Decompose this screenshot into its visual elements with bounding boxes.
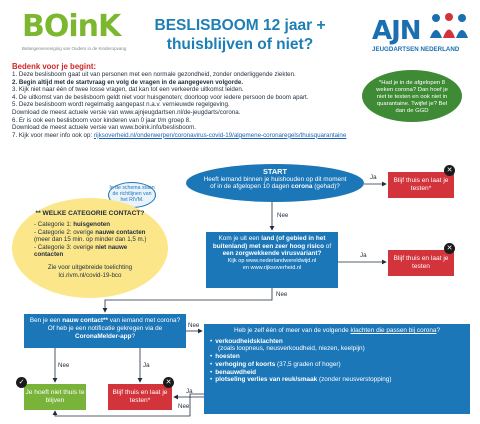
intro-item-2: 2. Begin altijd met de startvraag en volg de vragen in de aangegeven volgorde. (12, 78, 244, 86)
intro-item-5: 5. Deze beslisboom wordt regelmatig aangepast n.a.v. vernieuwde regelgeving. (12, 101, 230, 109)
intro-item-6: 6. Er is ook een beslisboom voor kinderen van 0 jaar t/m groep 8. (12, 116, 191, 124)
contact-question: Ben je een nauw contact** van iemand met corona? Of heb je een notificatie gekregen via de CoronaMelder-app? (24, 314, 186, 348)
close-icon: ✕ (444, 165, 455, 176)
symptom-item: • plotseling verlies van reuk/smaak (zonder neusverstopping) (210, 376, 464, 384)
label-ja-land: Ja (360, 252, 367, 259)
symptom-item: • verkoudheidsklachten (210, 338, 464, 346)
category-2: - Categorie 2: overige nauwe contacten (meer dan 15 min. op minder dan 1,5 m.) (34, 228, 147, 244)
close-icon: ✕ (444, 243, 455, 254)
land-question: Kom je uit een land (of gebied in het buitenland) met een zeer hoog risico of een zorgwekkende virusvariant? Kijk op www.nederlandwereldwijd.nl en www.rijksoverheid.nl (206, 232, 338, 288)
symptoms-question (204, 324, 470, 414)
intro-item-4: 4. De uitkomst van de beslisboom geldt niet voor huisgenoten; doorloop voor iedere persoon de boom apart. (12, 93, 309, 101)
outcome-stay-home-test-2: Blijf thuis en laat je testen (388, 250, 454, 276)
outcome-stay-home-test-1: Blijf thuis en laat je testen* (388, 172, 454, 198)
category-1: - Categorie 1: huisgenoten (34, 221, 110, 228)
label-nee-start: Nee (277, 212, 289, 219)
land-hint-2: en www.rijksoverheid.nl (242, 265, 302, 272)
boink-logo: BOinK (22, 9, 121, 44)
intro-heading: Bedenk voor je begint: (12, 62, 97, 71)
label-nee-land: Nee (276, 291, 288, 298)
ggd-bubble: *Had je in de afgelopen 8 weken corona? Dan hoef je niet te testen en ook niet in quarantaine. Twijfel je? Bel dan de GGD (362, 70, 462, 122)
category-title: ** WELKE CATEGORIE CONTACT? (35, 210, 145, 217)
symptoms-list (210, 338, 464, 384)
label-nee-klachten: Nee (178, 403, 190, 410)
intro-item-3: 3. Kijk niet naar één of twee losse vragen, dat kan tot een verkeerde uitkomst leiden. (12, 86, 244, 94)
start-question (186, 164, 364, 202)
rijksoverheid-link[interactable]: rijksoverheid.nl/onderwerpen/coronavirus-covid-19/algemene-coronaregels/thuisquarantaine (93, 131, 347, 139)
category-footnote: Zie voor uitgebreide toelichting lci.rivm.nl/covid-19-bco (47, 263, 133, 279)
rivm-note: In de schema staan de richtlijnen van het RIVM. (108, 182, 156, 208)
symptom-item: • hoesten (210, 353, 464, 361)
label-ja-klachten: Ja (186, 388, 193, 395)
title-line-2: thuisblijven of niet? (166, 36, 314, 53)
intro-item-5b: Download de meest actuele versie van www.ajnjeugdartsen.nl/de-jeugdarts/corona. (12, 108, 241, 116)
label-ja-start: Ja (370, 174, 377, 181)
label-nee-contact: Nee (58, 362, 70, 369)
boink-logo-subtitle: Belangenvereniging van Ouders in de Kinderopvang (22, 46, 127, 51)
outcome-stay-home-test-3: Blijf thuis en laat je testen* (108, 384, 172, 410)
start-line-1: Heeft iemand binnen je huishouden op dit moment (203, 175, 347, 183)
category-3: - Categorie 3: overige niet nauwe contacten (34, 243, 128, 259)
intro-item-7-text: 7. Kijk voor meer info ook op: (12, 131, 94, 139)
label-nee-contact-right: Nee (188, 322, 200, 329)
intro-item-1: 1. Deze beslisboom gaat uit van personen met een normale gezondheid, zonder onderliggende ziekten. (12, 71, 296, 78)
outcome-no-stay-home: Je hoeft niet thuis te blijven (24, 384, 86, 410)
intro-item-6b: Download de meest actuele versie van www.boink.info/beslisboom. (12, 124, 197, 132)
symptom-item: • verhoging of koorts (37,5 graden of hoger) (210, 361, 464, 369)
land-hint-1: Kijk op www.nederlandwereldwijd.nl (227, 257, 317, 264)
title-line-1: BESLISBOOM 12 jaar + (154, 17, 326, 34)
label-ja-contact: Ja (143, 362, 150, 369)
contact-category-info (12, 198, 168, 298)
symptom-item: • benauwdheid (210, 369, 464, 377)
symptom-item-sub: (zoals loopneus, neusverkoudheid, niezen, keelpijn) (218, 345, 365, 353)
close-icon: ✕ (163, 377, 174, 388)
ajn-logo-subtitle: JEUGDARTSEN NEDERLAND (372, 46, 460, 53)
check-icon: ✓ (16, 377, 27, 388)
ajn-logo: AJN (372, 16, 421, 46)
symptoms-heading: Heb je zelf één of meer van de volgende klachten die passen bij corona? (233, 327, 441, 334)
start-line-2: of in de afgelopen 10 dagen corona (gehad)? (210, 183, 340, 191)
start-title: START (262, 167, 288, 176)
